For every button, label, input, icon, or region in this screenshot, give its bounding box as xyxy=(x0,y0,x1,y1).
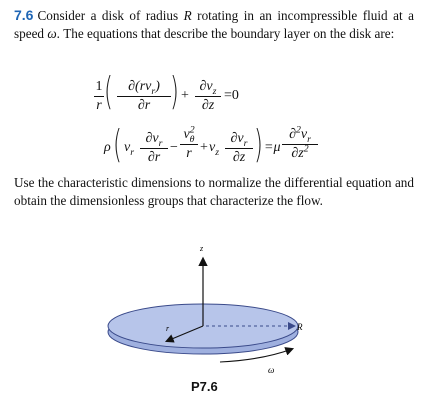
radius-label: R xyxy=(297,322,303,332)
instructions-text: Use the characteristic dimensions to normalize the differential equation and obtain the dimensionless groups that characterize the flow. xyxy=(14,175,414,208)
right-paren: ) xyxy=(170,69,179,113)
omega-label: ω xyxy=(268,365,275,375)
r-label: r xyxy=(166,324,170,333)
problem-statement: 7.6 Consider a disk of radius R rotating in an incompressible fluid at a speed ω. The equations that describe the boundary layer on the disk are: xyxy=(14,7,414,41)
z-axis-label: z xyxy=(200,244,204,253)
problem-number: 7.6 xyxy=(14,7,34,23)
figure-caption: P7.6 xyxy=(191,379,218,394)
left-paren: ( xyxy=(104,69,113,113)
